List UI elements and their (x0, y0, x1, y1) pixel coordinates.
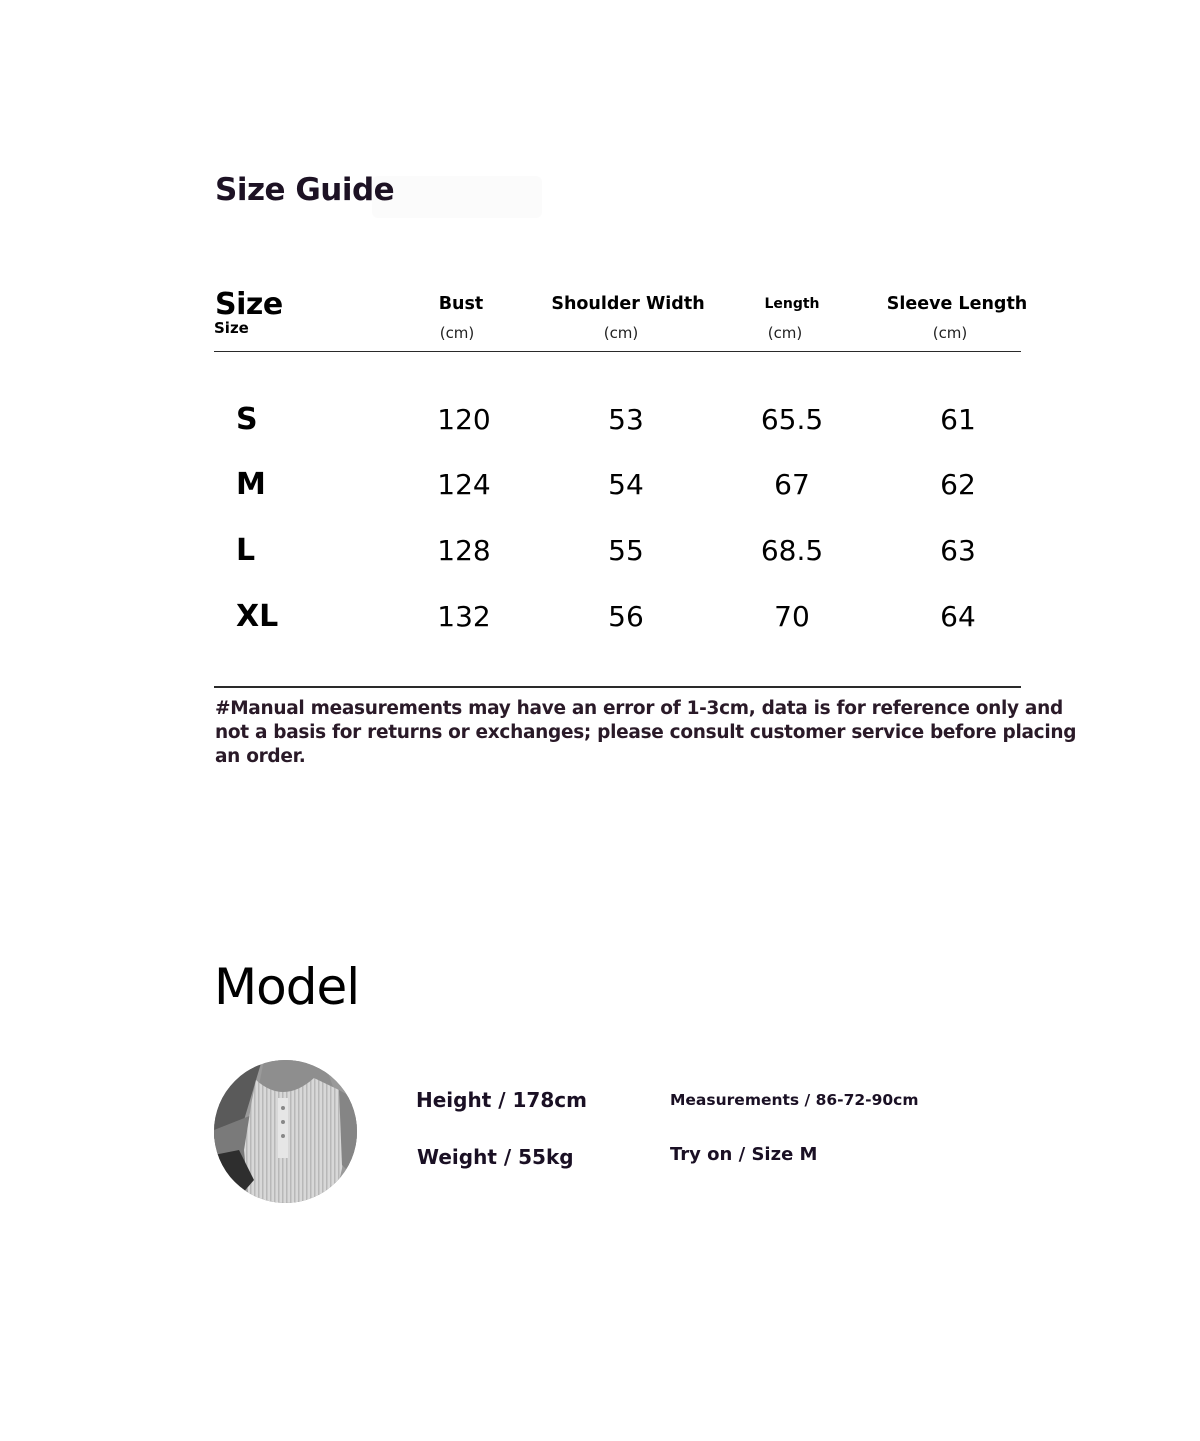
size-guide-title: Size Guide (215, 172, 395, 208)
size-label: XL (236, 599, 279, 634)
sleeve-length-column-unit: (cm) (932, 324, 968, 342)
table-bottom-divider (214, 686, 1021, 688)
sleeve-length-column-header: Sleeve Length (886, 294, 1028, 314)
size-label: S (236, 402, 258, 437)
model-photo-image (214, 1060, 357, 1203)
bust-column-header: Bust (438, 294, 484, 314)
model-height: Height / 178cm (416, 1088, 587, 1112)
bust-value: 124 (437, 468, 491, 501)
shoulder-width-value: 55 (608, 534, 644, 567)
model-photo (214, 1060, 357, 1203)
bust-column-unit: (cm) (439, 324, 475, 342)
size-column-header: Size (215, 287, 283, 322)
model-weight: Weight / 55kg (417, 1145, 574, 1169)
sleeve-length-value: 63 (940, 534, 976, 567)
size-column-subheader: Size (214, 319, 249, 337)
shoulder-width-value: 54 (608, 468, 644, 501)
size-label: M (236, 467, 266, 502)
length-column-header: Length (764, 296, 820, 312)
size-label: L (236, 533, 256, 568)
header-divider (214, 351, 1021, 352)
sleeve-length-value: 64 (940, 600, 976, 633)
shoulder-width-column-unit: (cm) (603, 324, 639, 342)
model-try-on-size: Try on / Size M (670, 1144, 818, 1165)
bust-value: 128 (437, 534, 491, 567)
sleeve-length-value: 62 (940, 468, 976, 501)
length-value: 70 (774, 600, 810, 633)
title-highlight (372, 176, 542, 218)
sleeve-length-value: 61 (940, 403, 976, 436)
length-value: 67 (774, 468, 810, 501)
bust-value: 120 (437, 403, 491, 436)
shoulder-width-column-header: Shoulder Width (551, 294, 705, 314)
length-value: 65.5 (760, 403, 824, 436)
shoulder-width-value: 56 (608, 600, 644, 633)
bust-value: 132 (437, 600, 491, 633)
length-column-unit: (cm) (767, 324, 803, 342)
shoulder-width-value: 53 (608, 403, 644, 436)
model-measurements: Measurements / 86-72-90cm (670, 1091, 919, 1109)
measurement-disclaimer: #Manual measurements may have an error of 1-3cm, data is for reference only and not a basis for returns or exchanges; please consult customer service before placing an order. (215, 698, 1077, 767)
length-value: 68.5 (760, 534, 824, 567)
model-section-title: Model (214, 958, 360, 1016)
